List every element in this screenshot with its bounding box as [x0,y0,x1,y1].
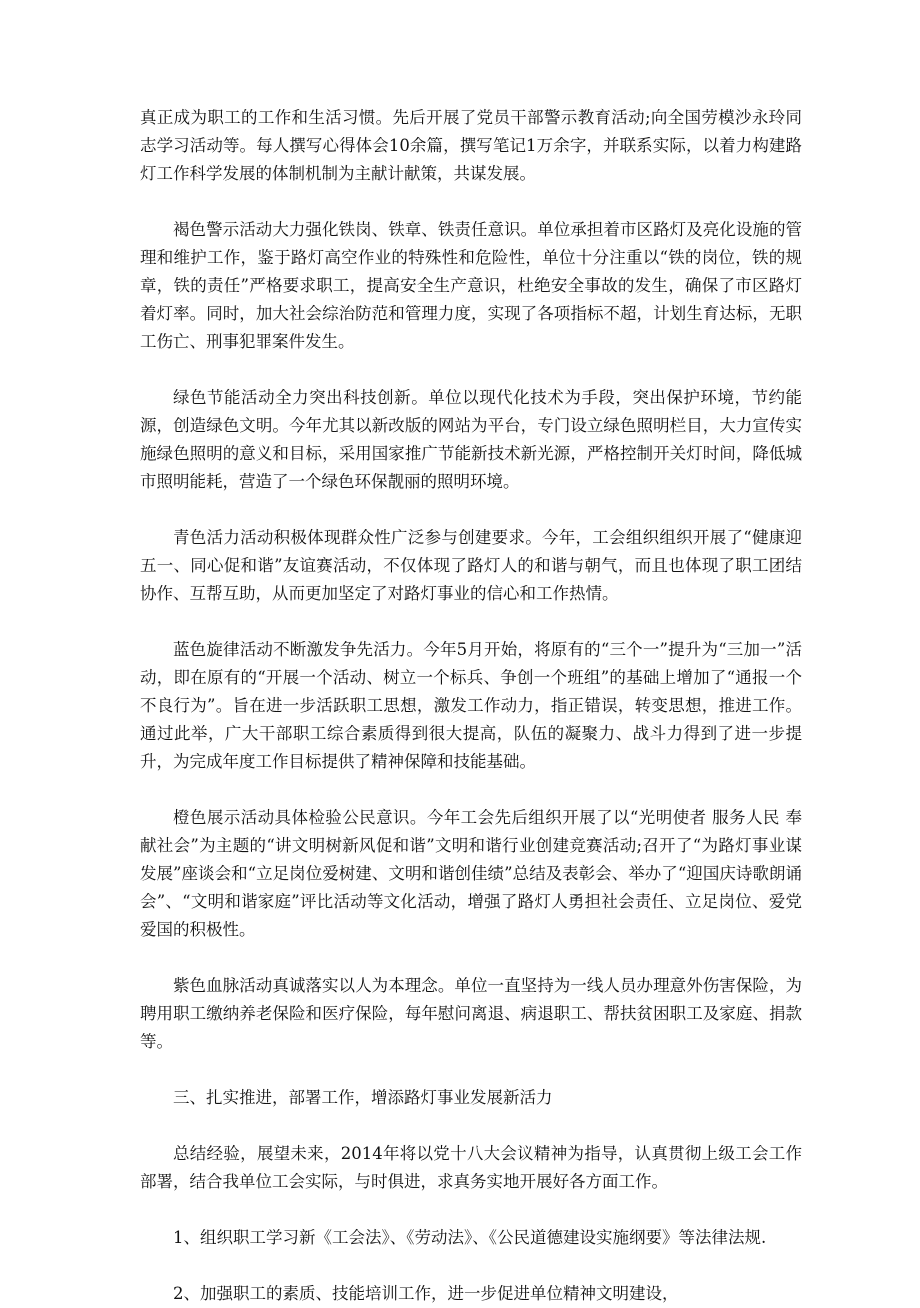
paragraph-purple-bloodline: 紫色血脉活动真诚落实以人为本理念。单位一直坚持为一线人员办理意外伤害保险，为聘用职工缴纳养老保险和医疗保险，每年慰问离退、病退职工、帮扶贫困职工及家庭、捐款等。 [140,976,802,1051]
paragraph-continuation: 真正成为职工的工作和生活习惯。先后开展了党员干部警示教育活动;向全国劳模沙永玲同志学习活动等。每人撰写心得体会10余篇，撰写笔记1万余字，并联系实际，以着力构建路灯工作科学发展的体制机制为主献计献策，共谋发展。 [140,108,802,183]
document-body [140,104,802,1308]
list-item-2: 2、加强职工的素质、技能培训工作，进一步促进单位精神文明建设， [173,1284,679,1303]
paragraph-summary: 总结经验，展望未来，2014年将以党十八大会议精神为指导，认真贯彻上级工会工作部署，结合我单位工会实际，与时俱进，求真务实地开展好各方面工作。 [140,1144,802,1191]
list-item-1: 1、组织职工学习新《工会法》、《劳动法》、《公民道德建设实施纲要》等法律法规. [173,1228,767,1247]
paragraph-green-energy: 绿色节能活动全力突出科技创新。单位以现代化技术为手段，突出保护环境，节约能源，创造绿色文明。今年尤其以新改版的网站为平台，专门设立绿色照明栏目，大力宣传实施绿色照明的意义和目标，采用国家推广节能新技术新光源，严格控制开关灯时间，降低城市照明能耗，营造了一个绿色环保靓丽的照明环境。 [140,388,802,491]
paragraph-cyan-vitality: 青色活力活动积极体现群众性广泛参与创建要求。今年，工会组织组织开展了“健康迎五一、同心促和谐”友谊赛活动，不仅体现了路灯人的和谐与朝气，而且也体现了职工团结协作、互帮互助，从而更加坚定了对路灯事业的信心和工作热情。 [140,528,802,603]
paragraph-brown-warning: 褐色警示活动大力强化铁岗、铁章、铁责任意识。单位承担着市区路灯及亮化设施的管理和维护工作，鉴于路灯高空作业的特殊性和危险性，单位十分注重以“铁的岗位，铁的规章，铁的责任”严格要求职工，提高安全生产意识，杜绝安全事故的发生，确保了市区路灯着灯率。同时，加大社会综治防范和管理力度，实现了各项指标不超，计划生育达标，无职工伤亡、刑事犯罪案件发生。 [140,220,802,351]
paragraph-blue-melody: 蓝色旋律活动不断激发争先活力。今年5月开始，将原有的“三个一”提升为“三加一”活动，即在原有的“开展一个活动、树立一个标兵、争创一个班组”的基础上增加了“通报一个不良行为”。旨在进一步活跃职工思想，激发工作动力，指正错误，转变思想，推进工作。通过此举，广大干部职工综合素质得到很大提高，队伍的凝聚力、战斗力得到了进一步提升，为完成年度工作目标提供了精神保障和技能基础。 [140,640,802,771]
section-heading-three: 三、扎实推进，部署工作，增添路灯事业发展新活力 [173,1088,553,1107]
paragraph-orange-showcase: 橙色展示活动具体检验公民意识。今年工会先后组织开展了以“光明使者 服务人民 奉献社会”为主题的“讲文明树新风促和谐”文明和谐行业创建竞赛活动;召开了“为路灯事业谋发展”座谈会和“立足岗位爱树建、文明和谐创佳绩”总结及表彰会、举办了“迎国庆诗歌朗诵会”、“文明和谐家庭”评比活动等文化活动，增强了路灯人勇担社会责任、立足岗位、爱党爱国的积极性。 [140,808,802,939]
